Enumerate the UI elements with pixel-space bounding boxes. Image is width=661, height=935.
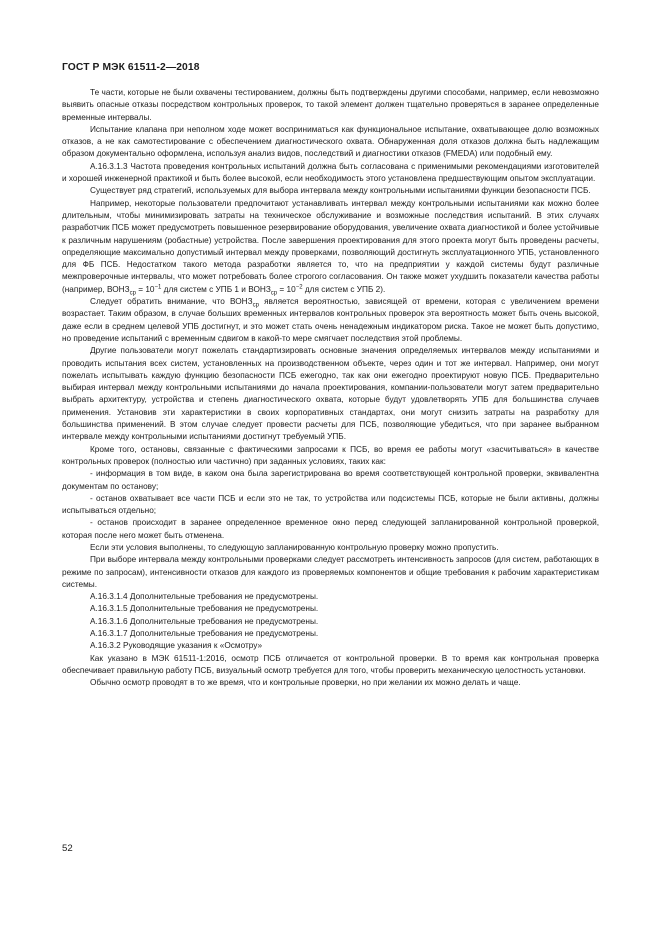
clause: А.16.3.2 Руководящие указания к «Осмотру»	[90, 641, 263, 651]
document-body	[62, 87, 599, 690]
clause: А.16.3.1.5 Дополнительные требования не предусмотрены.	[90, 604, 319, 614]
paragraph: Например, некоторые пользователи предпочитают устанавливать интервал между контрольными испытаниями как можно более длительным, чтобы минимизировать затраты на техническое обслуживание и возможные последствия испытаний. В этих случаях разработчик ПСБ может предусмотреть повышенное резервирование оборудования, увеличение охвата диагностикой и более устойчивые к различным нарушениям (робастные) устройства. После завершения проектирования для этого проекта могут быть проведены расчеты, определяющие максимально допустимый интервал между проверками, позволяющий достигнуть эксплуатационного УПБ, установленного для ФБ ПСБ. Недостатком такого метода разработки является то, что на предприятии у каждой системы будут различные межпроверочные интервалы, что может потребовать более строгого согласования. Он также может ухудшить показатели качества работы (например, $ВОНЗ_{ср} = 10^{-1}$ для систем с УПБ 1 и $ВОНЗ_{ср} = 10^{-2}$ для систем с УПБ 2).	[62, 198, 599, 297]
paragraph: Обычно осмотр проводят в то же время, что и контрольные проверки, но при желании их можно делать и чаще.	[90, 678, 521, 688]
page-number: 52	[62, 843, 73, 854]
paragraph: Кроме того, остановы, связанные с фактическими запросами к ПСБ, во время ее работы могут «засчитываться» в качестве контрольных проверок (полностью или частично) при заданных условиях, таких как:	[62, 444, 599, 466]
list-item: - информация в том виде, в каком она была зарегистрирована во время соответствующей контрольной проверки, эквивалентна документам по останову;	[62, 469, 599, 491]
paragraph: При выборе интервала между контрольными проверками следует рассмотреть интенсивность запросов (для систем, работающих в режиме по запросам), интенсивности отказов для каждого из проверяемых компонентов и общие требования к рабочим характеристикам системы.	[62, 555, 599, 589]
paragraph: Если эти условия выполнены, то следующую запланированную контрольную проверку можно пропустить.	[90, 542, 499, 552]
paragraph: Те части, которые не были охвачены тестированием, должны быть подтверждены другими способами, например, если невозможно выявить опасные отказы посредством контрольных проверок, то такой элемент должен тщательно проверяться в заранее определенные временные интервалы.	[62, 88, 599, 122]
clause: А.16.3.1.4 Дополнительные требования не предусмотрены.	[90, 592, 319, 602]
clause: А.16.3.1.7 Дополнительные требования не предусмотрены.	[90, 629, 319, 639]
page-header: ГОСТ Р МЭК 61511-2—2018	[62, 62, 200, 73]
paragraph: Существует ряд стратегий, используемых для выбора интервала между контрольными испытаниями функции безопасности ПСБ.	[90, 186, 591, 196]
paragraph: А.16.3.1.3 Частота проведения контрольных испытаний должна быть согласована с применимыми рекомендациями изготовителей и хорошей инженерной практикой и быть более высокой, если необходимость этого установлена предшествующим опытом эксплуатации.	[62, 161, 599, 184]
paragraph: Испытание клапана при неполном ходе может восприниматься как функциональное испытание, охватывающее долю возможных отказов, а не как самотестирование с обеспечением диагностического охвата. Обнаруженная доля отказов должна быть надлежащим образом документально оформлена, используя анализ видов, последствий и диагностики отказов (FMEDA) или подобный ему.	[62, 124, 599, 159]
list-item: - останов происходит в заранее определенное временное окно перед следующей запланированной контрольной проверкой, которая после него может быть отменена.	[62, 518, 599, 540]
list-item: - останов охватывает все части ПСБ и если это не так, то устройства или подсистемы ПСБ, которые не были активны, должны испытываться отдельно;	[62, 493, 599, 516]
paragraph: Как указано в МЭК 61511-1:2016, осмотр ПСБ отличается от контрольной проверки. В то время как контрольная проверка обеспечивает правильную работу ПСБ, визуальный осмотр требуется для того, чтобы проверить механическую целостность установки.	[62, 653, 599, 675]
paragraph: Следует обратить внимание, что $ВОНЗ_{ср}$ является вероятностью, зависящей от времени, которая с увеличением времени возрастает. Таким образом, в случае больших временных интервалов контрольных проверок эта вероятность может быть очень высокой, даже если в среднем целевой УПБ достигнут, и это может стать очень ненадежным индикатором риска. Такое не может быть допустимо, но проведение испытаний с временным сдвигом в какой-то мере смягчает последствия этой проблемы.	[62, 297, 599, 343]
paragraph: Другие пользователи могут пожелать стандартизировать основные значения определяемых интервалов между испытаниями и проводить испытания всех систем, установленных на производственном объекте, через один и тот же интервал. Например, они могут пожелать испытывать каждую функцию безопасности ПСБ ежегодно, так как они ежегодно проектируют новую ПСБ. Предварительно выбирая интервал между контрольными испытаниями до начала проектирования, компании-пользователи могут затем предварительно выбрать архитектуру, устройства и степень диагностического охвата, которые будут удовлетворять УПБ для большинства случаев применения. Установив эти характеристики в своих корпоративных стандартах, они могут снизить затраты на разработку для большинства применений. В этом случае следует провести расчеты для ПСБ, позволяющие убедиться, что при заранее выбранном интервале между контрольными испытаниями достигнут требуемый УПБ.	[62, 346, 599, 442]
clause: А.16.3.1.6 Дополнительные требования не предусмотрены.	[90, 616, 319, 626]
